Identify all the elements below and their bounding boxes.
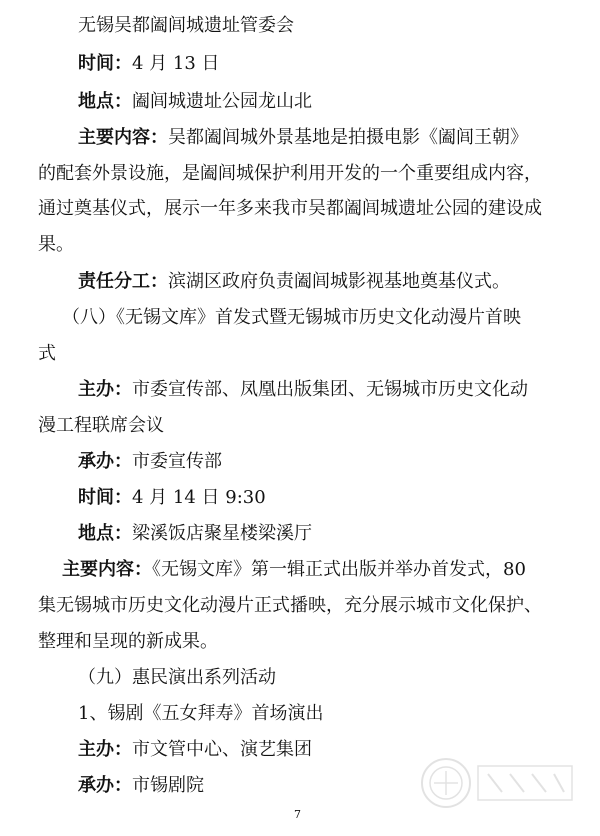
label: 承办：: [78, 451, 132, 472]
text: 整理和呈现的新成果。: [38, 631, 218, 652]
label: 地点：: [78, 523, 132, 544]
text: （八）《无锡文库》首发式暨无锡城市历史文化动漫片首映: [62, 307, 521, 328]
content-line-2: [38, 162, 568, 186]
text: 果。: [38, 234, 74, 255]
value: 阖闾城遗址公园龙山北: [132, 91, 312, 112]
value: 市锡剧院: [132, 775, 204, 796]
location-line: [78, 90, 600, 114]
section-eight-heading-cont: [38, 342, 568, 366]
value: 吴都阖闾城外景基地是拍摄电影《阖闾王朝》: [168, 127, 528, 148]
label: 时间：: [78, 53, 132, 74]
item-one-line: [78, 702, 600, 726]
label: 时间：: [78, 487, 132, 508]
value: 市委宣传部、凤凰出版集团、无锡城市历史文化动: [132, 379, 528, 400]
watermark-seal-icon: [418, 752, 578, 814]
value: 市文管中心、演艺集团: [132, 739, 312, 760]
text: 漫工程联席会议: [38, 415, 164, 436]
value: 4 月 14 日 9:30: [132, 487, 266, 508]
section-nine-heading: [78, 666, 600, 690]
text: 1、锡剧《五女拜寿》首场演出: [78, 703, 324, 724]
value: 4 月 13 日: [132, 53, 220, 74]
host-line-cont: [38, 414, 568, 438]
content-line-3: [38, 197, 568, 221]
label: 主办：: [78, 379, 132, 400]
label: 承办：: [78, 775, 132, 796]
organizer-line: [78, 14, 600, 38]
value: 滨湖区政府负责阖闾城影视基地奠基仪式。: [168, 271, 510, 292]
time-line: [78, 52, 600, 76]
text: 无锡吴都阖闾城遗址管委会: [78, 15, 294, 36]
label: 责任分工：: [78, 271, 168, 292]
location-line-2: [78, 522, 600, 546]
section-eight-heading: [62, 306, 592, 330]
content-line-b: [62, 558, 592, 582]
label: 主办：: [78, 739, 132, 760]
label: 地点：: [78, 91, 132, 112]
text: 通过奠基仪式，展示一年多来我市吴都阖闾城遗址公园的建设成: [38, 198, 542, 219]
value: 市委宣传部: [132, 451, 222, 472]
host-line: [78, 378, 600, 402]
content-line-b2: [38, 594, 568, 618]
content-line-b3: [38, 630, 568, 654]
organizer-exec-line: [78, 450, 600, 474]
content-line: [78, 126, 600, 150]
text: 式: [38, 343, 56, 364]
content-line-4: [38, 233, 568, 257]
text: 集无锡城市历史文化动漫片正式播映，充分展示城市文化保护、: [38, 595, 542, 616]
value: 《无锡文库》第一辑正式出版并举办首发式，80: [152, 559, 526, 580]
page-number: 7: [294, 808, 301, 821]
value: 梁溪饭店聚星楼梁溪厅: [132, 523, 312, 544]
label: 主要内容：: [78, 127, 168, 148]
time-line-2: [78, 486, 600, 510]
text: （九）惠民演出系列活动: [78, 667, 276, 688]
responsibility-line: [78, 270, 600, 294]
text: 的配套外景设施，是阖闾城保护利用开发的一个重要组成内容，: [38, 163, 542, 184]
label: 主要内容：: [62, 559, 152, 580]
